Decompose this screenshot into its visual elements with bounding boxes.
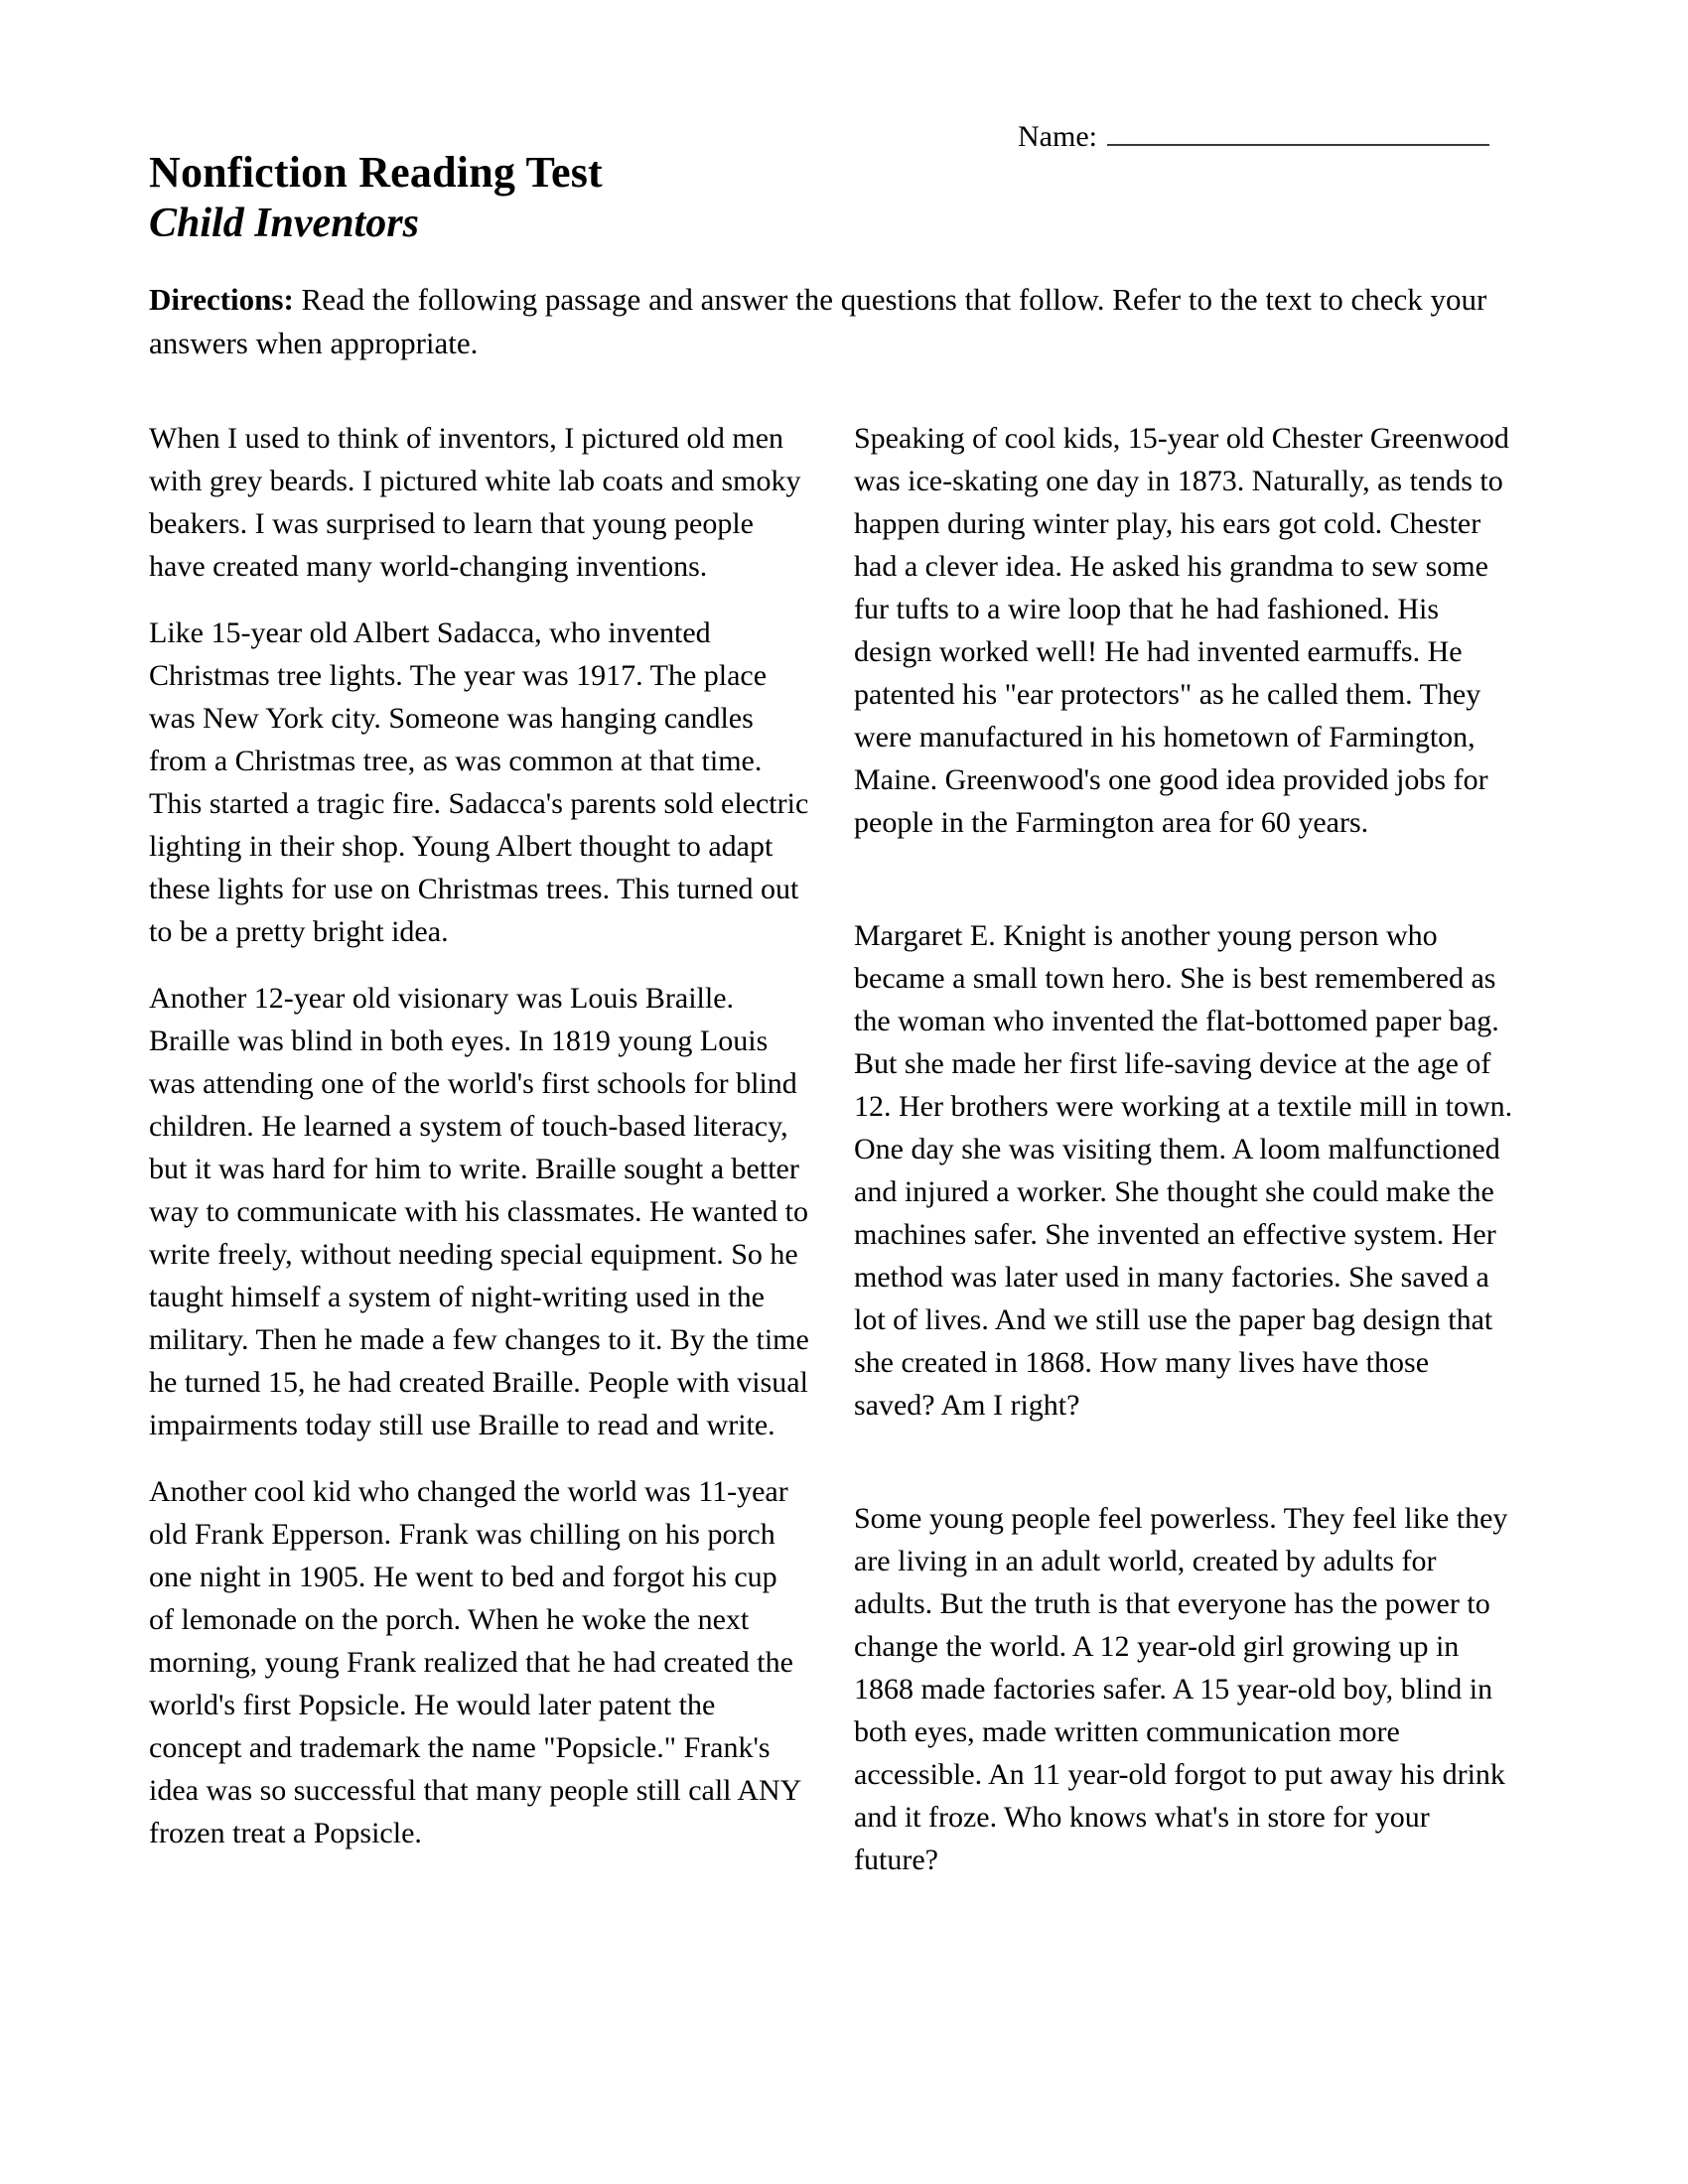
- name-row: [1018, 114, 1489, 154]
- directions: [149, 278, 1489, 365]
- paragraph-conclusion: Some young people feel powerless. They feel like they are living in an adult world, created by adults for adults. But the truth is that everyone has the power to change the world. A 12 year-old girl growing up in 1868 made factories safer. A 15 year-old boy, blind in both eyes, made written communication more accessible. An 11 year-old forgot to put away his drink and it froze. Who knows what's in store for your future?: [854, 1502, 1508, 1876]
- page-subtitle: Child Inventors: [149, 200, 419, 246]
- page-title: Nonfiction Reading Test: [149, 148, 603, 197]
- paragraph-intro: When I used to think of inventors, I pictured old men with grey beards. I pictured white lab coats and smoky beakers. I was surprised to learn that young people have created many world-changing inventions.: [149, 422, 801, 583]
- paragraph-knight: Margaret E. Knight is another young person who became a small town hero. She is best remembered as the woman who invented the flat-bottomed paper bag. But she made her first life-saving device at the age of 12. Her brothers were working at a textile mill in town. One day she was visiting them. A loom malfunctioned and injured a worker. She thought she could make the machines safer. She invented an effective system. Her method was later used in many factories. She saved a lot of lives. And we still use the paper bag design that she created in 1868. How many lives have those saved? Am I right?: [854, 919, 1513, 1422]
- passage-columns: [149, 417, 1514, 1881]
- paragraph-epperson: Another cool kid who changed the world was 11-year old Frank Epperson. Frank was chilling on his porch one night in 1905. He went to bed and forgot his cup of lemonade on the porch. When he woke the next morning, young Frank realized that he had created the world's first Popsicle. He would later patent the concept and trademark the name "Popsicle." Frank's idea was so successful that many people still call ANY frozen treat a Popsicle.: [149, 1475, 801, 1849]
- passage-column-right: [854, 417, 1514, 1881]
- paragraph-braille: Another 12-year old visionary was Louis Braille. Braille was blind in both eyes. In 1819 young Louis was attending one of the world's first schools for blind children. He learned a system of touch-based literacy, but it was hard for him to write. Braille sought a better way to communicate with his classmates. He wanted to write freely, without needing special equipment. So he taught himself a system of night-writing used in the military. Then he made a few changes to it. By the time he turned 15, he had created Braille. People with visual impairments today still use Braille to read and write.: [149, 982, 809, 1441]
- paragraph-sadacca: Like 15-year old Albert Sadacca, who invented Christmas tree lights. The year was 1917. The place was New York city. Someone was hanging candles from a Christmas tree, as was common at that time. This started a tragic fire. Sadacca's parents sold electric lighting in their shop. Young Albert thought to adapt these lights for use on Christmas trees. This turned out to be a pretty bright idea.: [149, 616, 809, 948]
- name-label: Name:: [1018, 120, 1097, 153]
- title-block: [149, 147, 603, 248]
- directions-label: Directions:: [149, 282, 294, 317]
- paragraph-greenwood: Speaking of cool kids, 15-year old Chester Greenwood was ice-skating one day in 1873. Naturally, as tends to happen during winter play, his ears got cold. Chester had a clever idea. He asked his grandma to sew some fur tufts to a wire loop that he had fashioned. His design worked well! He had invented earmuffs. He patented his "ear protectors" as he called them. They were manufactured in his hometown of Farmington, Maine. Greenwood's one good idea provided jobs for people in the Farmington area for 60 years.: [854, 422, 1509, 839]
- name-blank-line: [1107, 114, 1489, 146]
- directions-text: Read the following passage and answer the questions that follow. Refer to the text to check your answers when appropriate.: [149, 282, 1487, 360]
- passage-column-left: [149, 417, 809, 1881]
